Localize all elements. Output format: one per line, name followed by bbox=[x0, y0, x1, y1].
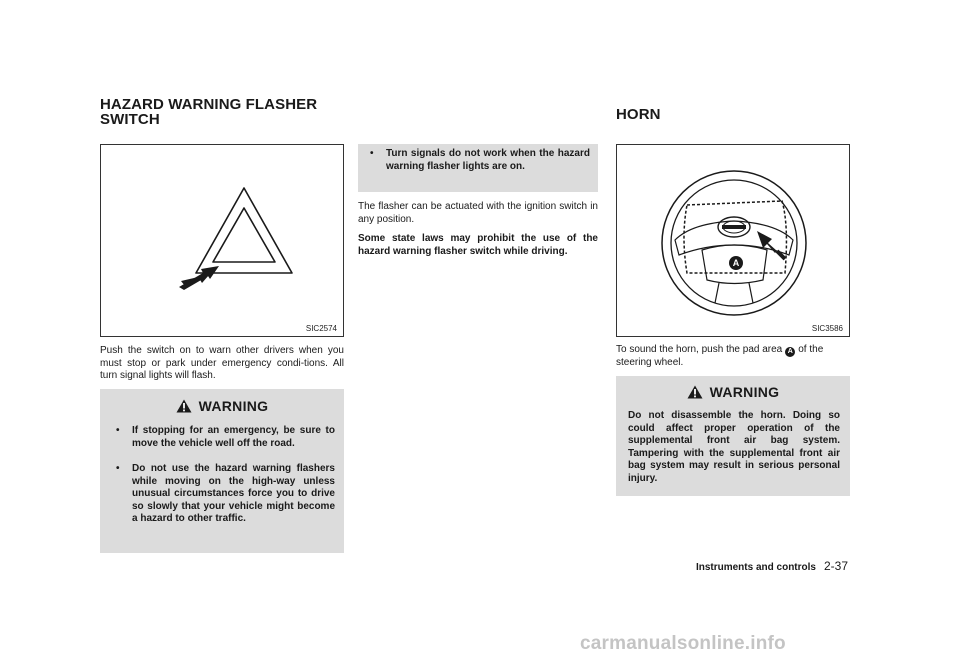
turn-signal-bullet-text: Turn signals do not work when the hazard warning flasher lights are on. bbox=[386, 148, 590, 172]
warning-bullet-2-text: Do not use the hazard warning flashers while moving on the high-way unless unusual circumstances force you to drive so slowly that your vehicle might become a hazard to other traffic. bbox=[132, 463, 335, 524]
warning-title-text: WARNING bbox=[198, 398, 269, 414]
figure-code-sic2574: SIC2574 bbox=[305, 324, 337, 333]
state-laws-text: Some state laws may prohibit the use of the hazard warning flasher switch while driving. bbox=[358, 233, 598, 257]
watermark: carmanualsonline.info bbox=[580, 633, 786, 654]
turn-signal-warning-box bbox=[358, 144, 598, 192]
turn-signal-bullet: • Turn signals do not work when the hazard warning flasher lights are on. bbox=[370, 148, 590, 172]
hazard-body-text: Push the switch on to warn other drivers when you must stop or park under emergency condi-tions. All turn signal lights will flash. bbox=[100, 345, 344, 381]
horn-body-text bbox=[616, 344, 854, 370]
hazard-warning-box bbox=[100, 389, 344, 553]
horn-body-before: To sound the horn, push the pad area bbox=[616, 344, 783, 355]
steering-wheel-figure bbox=[616, 144, 850, 337]
horn-warning-box bbox=[616, 376, 850, 496]
hazard-switch-figure bbox=[100, 144, 344, 337]
warning-bullet-1: • If stopping for an emergency, be sure to move the vehicle well off the road. bbox=[116, 425, 335, 449]
horn-warning-title-text: WARNING bbox=[709, 384, 780, 400]
warning-triangle-icon bbox=[176, 399, 192, 413]
horn-warning-text: Do not disassemble the horn. Doing so could affect proper operation of the supplemental front air bag system. Tampering with the supplemental front air bag system may result in serious personal injury. bbox=[628, 410, 840, 484]
hazard-title-line1: HAZARD WARNING FLASHER bbox=[100, 96, 318, 113]
hazard-title-line2: SWITCH bbox=[100, 111, 160, 128]
marker-a-icon: A bbox=[785, 347, 795, 357]
horn-body-after: of the steering wheel. bbox=[616, 344, 824, 368]
hazard-triangle-icon bbox=[101, 145, 343, 336]
figure-marker-a: A bbox=[732, 258, 740, 268]
page-footer bbox=[696, 560, 848, 574]
page-number: 2-37 bbox=[823, 559, 848, 573]
horn-section-title: HORN bbox=[616, 106, 661, 123]
footer-section-name: Instruments and controls bbox=[695, 562, 816, 573]
warning-bullet-1-text: If stopping for an emergency, be sure to move the vehicle well off the road. bbox=[132, 425, 335, 449]
hazard-section-title bbox=[100, 97, 340, 127]
flasher-body-text: The flasher can be actuated with the ignition switch in any position. bbox=[358, 201, 598, 225]
warning-title bbox=[100, 398, 344, 414]
warning-triangle-icon bbox=[687, 385, 703, 399]
steering-wheel-icon bbox=[617, 145, 849, 336]
figure-code-sic3586: SIC3586 bbox=[811, 324, 843, 333]
warning-bullet-2: • Do not use the hazard warning flashers while moving on the high-way unless unusual circumstances force you to drive so slowly that your vehicle might become a hazard to other traffic. bbox=[116, 463, 335, 524]
horn-warning-title bbox=[616, 384, 850, 400]
